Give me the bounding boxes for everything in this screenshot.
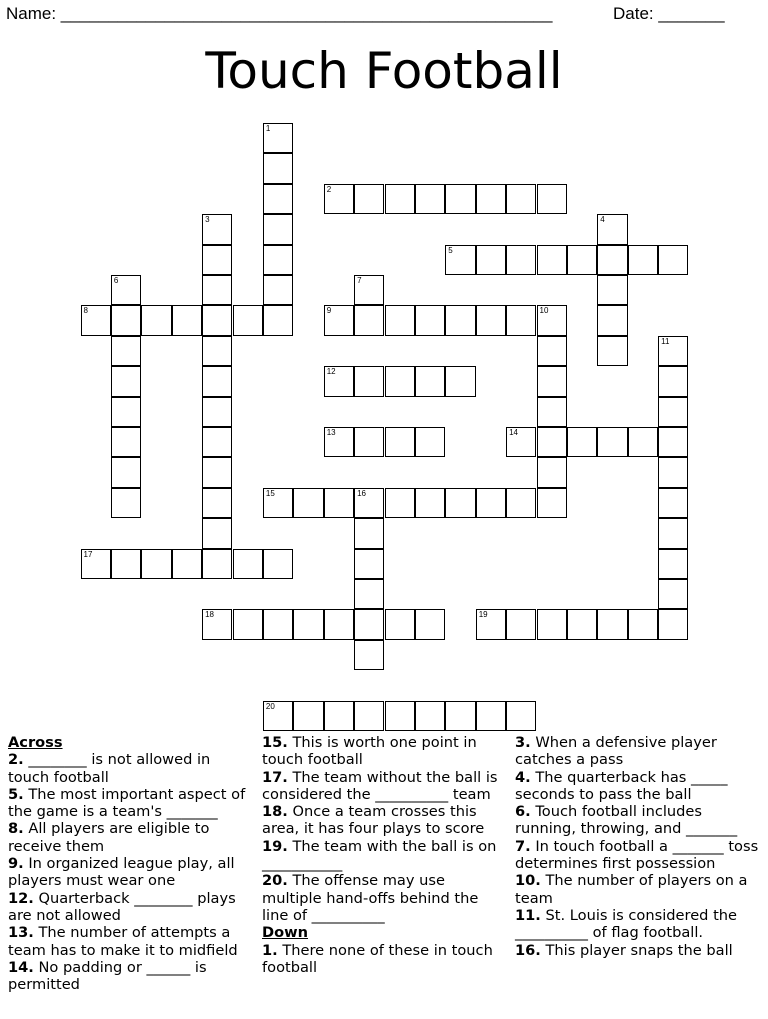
grid-cell[interactable] xyxy=(263,123,293,153)
clue-number: 5 xyxy=(448,245,453,255)
page-title: Touch Football xyxy=(205,42,563,100)
grid-cell[interactable] xyxy=(567,609,597,639)
grid-cell[interactable] xyxy=(141,549,171,579)
clue-item xyxy=(262,734,507,769)
grid-cell[interactable] xyxy=(202,427,232,457)
clue-item xyxy=(8,786,253,821)
clue-number: 2 xyxy=(326,184,332,194)
grid-cell[interactable] xyxy=(415,366,445,396)
grid-cell[interactable] xyxy=(172,549,202,579)
grid-cell[interactable] xyxy=(202,214,232,244)
grid-cell[interactable] xyxy=(476,245,506,275)
clue-item xyxy=(8,890,253,925)
clue-item-number: 10. xyxy=(515,872,541,890)
grid-cell[interactable] xyxy=(263,488,293,518)
across-heading: Across xyxy=(8,734,63,751)
grid-cell[interactable] xyxy=(354,275,384,305)
down-heading: Down xyxy=(262,924,309,942)
clue-item xyxy=(8,924,253,959)
grid-cell[interactable] xyxy=(597,305,627,335)
grid-cell[interactable] xyxy=(111,457,141,487)
grid-cell[interactable] xyxy=(202,457,232,487)
grid-cell[interactable] xyxy=(415,427,445,457)
grid-cell[interactable] xyxy=(324,366,354,396)
grid-cell[interactable] xyxy=(202,245,232,275)
grid-cell[interactable] xyxy=(506,701,536,731)
grid-cell[interactable] xyxy=(263,609,293,639)
grid-cell[interactable] xyxy=(233,305,263,335)
grid-cell[interactable] xyxy=(111,336,141,366)
clue-item xyxy=(262,838,507,873)
grid-cell[interactable] xyxy=(233,549,263,579)
grid-cell[interactable] xyxy=(354,305,384,335)
grid-cell[interactable] xyxy=(658,366,688,396)
grid-cell[interactable] xyxy=(385,427,415,457)
clue-number: 8 xyxy=(83,306,88,316)
clue-number: 13 xyxy=(326,428,336,437)
grid-cell[interactable] xyxy=(354,640,384,670)
grid-cell[interactable] xyxy=(597,609,627,639)
grid-cell[interactable] xyxy=(476,609,506,639)
grid-cell[interactable] xyxy=(658,518,688,548)
clue-item-number: 8. xyxy=(8,820,24,838)
grid-cell[interactable] xyxy=(324,305,354,335)
grid-cell[interactable] xyxy=(324,701,354,731)
grid-cell[interactable] xyxy=(202,305,232,335)
clue-item-number: 14. xyxy=(8,958,34,976)
clue-item-text: St. Louis is considered the __________ of flag football. xyxy=(515,906,738,942)
clues-column-1 xyxy=(8,734,253,993)
grid-cell[interactable] xyxy=(263,153,293,183)
grid-cell[interactable] xyxy=(385,366,415,396)
clues-column-2 xyxy=(262,734,507,976)
grid-cell[interactable] xyxy=(597,427,627,457)
grid-cell[interactable] xyxy=(263,275,293,305)
grid-cell[interactable] xyxy=(476,305,506,335)
grid-cell[interactable] xyxy=(202,397,232,427)
grid-cell[interactable] xyxy=(354,701,384,731)
clue-item-text: ________ is not allowed in touch football xyxy=(8,751,211,786)
grid-cell[interactable] xyxy=(658,488,688,518)
grid-cell[interactable] xyxy=(445,488,475,518)
clue-item xyxy=(262,803,507,838)
clue-item-number: 15. xyxy=(262,734,288,751)
grid-cell[interactable] xyxy=(263,701,293,731)
grid-cell[interactable] xyxy=(111,275,141,305)
grid-cell[interactable] xyxy=(233,609,263,639)
grid-cell[interactable] xyxy=(537,397,567,427)
clue-item-text: Once a team crosses this area, it has four plays to score xyxy=(262,803,485,838)
grid-cell[interactable] xyxy=(658,427,688,457)
clue-item-number: 4. xyxy=(515,768,531,786)
clue-number: 20 xyxy=(265,701,275,711)
grid-cell[interactable] xyxy=(202,275,232,305)
clue-number: 6 xyxy=(113,276,119,285)
grid-cell[interactable] xyxy=(202,609,232,639)
grid-cell[interactable] xyxy=(293,701,323,731)
clue-item xyxy=(8,959,253,994)
grid-cell[interactable] xyxy=(415,609,445,639)
clue-item xyxy=(515,803,760,838)
grid-cell[interactable] xyxy=(537,427,567,457)
grid-cell[interactable] xyxy=(202,336,232,366)
clues-column-3 xyxy=(515,734,760,959)
clue-item xyxy=(515,872,760,907)
clue-item-text: The team without the ball is considered the __________ team xyxy=(262,768,498,803)
clue-number: 12 xyxy=(326,367,336,377)
grid-cell[interactable] xyxy=(354,366,384,396)
clue-item-text: All players are eligible to receive them xyxy=(8,820,210,855)
grid-cell[interactable] xyxy=(111,427,141,457)
clue-number: 11 xyxy=(661,336,670,346)
grid-cell[interactable] xyxy=(628,245,658,275)
grid-cell[interactable] xyxy=(111,366,141,396)
grid-cell[interactable] xyxy=(324,609,354,639)
clue-item xyxy=(515,942,760,959)
clue-item-number: 16. xyxy=(515,941,541,959)
grid-cell[interactable] xyxy=(476,184,506,214)
grid-cell[interactable] xyxy=(506,488,536,518)
clue-item-number: 19. xyxy=(262,837,288,855)
clue-item xyxy=(515,838,760,873)
grid-cell[interactable] xyxy=(658,549,688,579)
grid-cell[interactable] xyxy=(324,184,354,214)
clue-number: 10 xyxy=(539,306,549,316)
grid-cell[interactable] xyxy=(81,549,111,579)
clue-item xyxy=(262,872,507,924)
grid-cell[interactable] xyxy=(506,427,536,457)
clue-item xyxy=(515,907,760,942)
clue-item-text: In touch football a _______ toss determines first possession xyxy=(515,837,759,873)
grid-cell[interactable] xyxy=(445,184,475,214)
grid-cell[interactable] xyxy=(111,549,141,579)
grid-cell[interactable] xyxy=(263,549,293,579)
grid-cell[interactable] xyxy=(537,609,567,639)
clue-item-number: 6. xyxy=(515,803,531,821)
grid-cell[interactable] xyxy=(385,488,415,518)
grid-cell[interactable] xyxy=(537,184,567,214)
clue-item-number: 11. xyxy=(515,906,541,924)
grid-cell[interactable] xyxy=(658,609,688,639)
clue-number: 15 xyxy=(265,488,275,498)
grid-cell[interactable] xyxy=(293,488,323,518)
clue-number: 9 xyxy=(326,306,332,316)
clue-number: 4 xyxy=(600,215,605,225)
clue-number: 19 xyxy=(478,610,488,620)
grid-cell[interactable] xyxy=(354,427,384,457)
clue-item-text: This is worth one point in touch football xyxy=(262,734,477,769)
grid-cell[interactable] xyxy=(506,245,536,275)
clue-item-text: When a defensive player catches a pass xyxy=(515,734,717,769)
grid-cell[interactable] xyxy=(293,609,323,639)
clue-item xyxy=(8,751,253,786)
clue-item-text: There none of these in touch football xyxy=(262,941,493,976)
grid-cell[interactable] xyxy=(628,427,658,457)
grid-cell[interactable] xyxy=(628,609,658,639)
grid-cell[interactable] xyxy=(537,245,567,275)
grid-cell[interactable] xyxy=(567,245,597,275)
clue-item-text: The quarterback has _____ seconds to pass the ball xyxy=(515,768,728,803)
clue-item-text: The number of players on a team xyxy=(515,872,748,907)
clue-item xyxy=(8,855,253,890)
clue-item-number: 1. xyxy=(262,941,278,959)
clue-item-number: 20. xyxy=(262,872,288,890)
clue-item-text: In organized league play, all players must wear one xyxy=(8,855,235,890)
grid-cell[interactable] xyxy=(81,305,111,335)
grid-cell[interactable] xyxy=(445,701,475,731)
clue-number: 1 xyxy=(265,124,271,133)
date-field[interactable]: Date: _______ xyxy=(613,4,725,23)
clue-item-text: This player snaps the ball xyxy=(540,941,733,959)
clue-number: 18 xyxy=(205,610,214,620)
grid-cell[interactable] xyxy=(597,275,627,305)
grid-cell[interactable] xyxy=(202,549,232,579)
grid-cell[interactable] xyxy=(567,427,597,457)
grid-cell[interactable] xyxy=(537,457,567,487)
grid-cell[interactable] xyxy=(263,305,293,335)
clue-item-number: 12. xyxy=(8,889,34,907)
grid-cell[interactable] xyxy=(537,305,567,335)
grid-cell[interactable] xyxy=(597,214,627,244)
grid-cell[interactable] xyxy=(537,366,567,396)
grid-cell[interactable] xyxy=(111,488,141,518)
grid-cell[interactable] xyxy=(202,488,232,518)
grid-cell[interactable] xyxy=(324,488,354,518)
clue-item-number: 3. xyxy=(515,734,531,751)
grid-cell[interactable] xyxy=(445,366,475,396)
clue-item xyxy=(515,734,760,769)
name-field[interactable]: Name: ____________________________________________________ xyxy=(6,4,553,23)
clue-item-number: 5. xyxy=(8,785,24,803)
grid-cell[interactable] xyxy=(354,184,384,214)
grid-cell[interactable] xyxy=(354,488,384,518)
grid-cell[interactable] xyxy=(385,184,415,214)
grid-cell[interactable] xyxy=(597,336,627,366)
clue-item-text: No padding or ______ is permitted xyxy=(8,958,207,994)
grid-cell[interactable] xyxy=(202,518,232,548)
grid-cell[interactable] xyxy=(506,184,536,214)
grid-cell[interactable] xyxy=(506,609,536,639)
grid-cell[interactable] xyxy=(476,488,506,518)
grid-cell[interactable] xyxy=(263,245,293,275)
grid-cell[interactable] xyxy=(415,701,445,731)
grid-cell[interactable] xyxy=(658,245,688,275)
clue-item xyxy=(515,769,760,804)
grid-cell[interactable] xyxy=(385,701,415,731)
grid-cell[interactable] xyxy=(506,305,536,335)
grid-cell[interactable] xyxy=(263,184,293,214)
grid-cell[interactable] xyxy=(202,366,232,396)
grid-cell[interactable] xyxy=(658,579,688,609)
clue-item-text: The most important aspect of the game is a team's _______ xyxy=(8,785,246,821)
grid-cell[interactable] xyxy=(597,245,627,275)
grid-cell[interactable] xyxy=(324,427,354,457)
clue-number: 17 xyxy=(83,549,93,559)
grid-cell[interactable] xyxy=(415,488,445,518)
clue-item-number: 13. xyxy=(8,924,34,942)
clue-number: 14 xyxy=(509,428,518,437)
clue-item xyxy=(8,820,253,855)
grid-cell[interactable] xyxy=(476,701,506,731)
grid-cell[interactable] xyxy=(445,305,475,335)
clue-number: 16 xyxy=(357,488,366,498)
grid-cell[interactable] xyxy=(354,549,384,579)
clue-item-number: 2. xyxy=(8,751,24,769)
grid-cell[interactable] xyxy=(111,305,141,335)
clue-item xyxy=(262,769,507,804)
clue-item-number: 7. xyxy=(515,837,531,855)
grid-cell[interactable] xyxy=(354,518,384,548)
grid-cell[interactable] xyxy=(354,579,384,609)
clue-number: 3 xyxy=(205,215,210,225)
grid-cell[interactable] xyxy=(658,336,688,366)
clue-item-text: Touch football includes running, throwing, and _______ xyxy=(515,803,738,838)
clue-item-number: 9. xyxy=(8,855,24,873)
grid-cell[interactable] xyxy=(385,609,415,639)
grid-cell[interactable] xyxy=(141,305,171,335)
clue-item-number: 17. xyxy=(262,768,288,786)
clue-item xyxy=(262,942,507,977)
grid-cell[interactable] xyxy=(537,336,567,366)
clue-item-text: The team with the ball is on ___________ xyxy=(262,837,497,873)
grid-cell[interactable] xyxy=(354,609,384,639)
clue-item-text: The offense may use multiple hand-offs behind the line of __________ xyxy=(262,872,479,924)
grid-cell[interactable] xyxy=(415,184,445,214)
grid-cell[interactable] xyxy=(172,305,202,335)
clue-number: 7 xyxy=(357,276,362,285)
grid-cell[interactable] xyxy=(111,397,141,427)
grid-cell[interactable] xyxy=(658,397,688,427)
clue-item-number: 18. xyxy=(262,803,288,821)
grid-cell[interactable] xyxy=(537,488,567,518)
clue-item-text: Quarterback ________ plays are not allowed xyxy=(8,889,236,924)
grid-cell[interactable] xyxy=(415,305,445,335)
grid-cell[interactable] xyxy=(263,214,293,244)
grid-cell[interactable] xyxy=(658,457,688,487)
grid-cell[interactable] xyxy=(385,305,415,335)
clue-item-text: The number of attempts a team has to make it to midfield xyxy=(8,924,238,959)
grid-cell[interactable] xyxy=(445,245,475,275)
